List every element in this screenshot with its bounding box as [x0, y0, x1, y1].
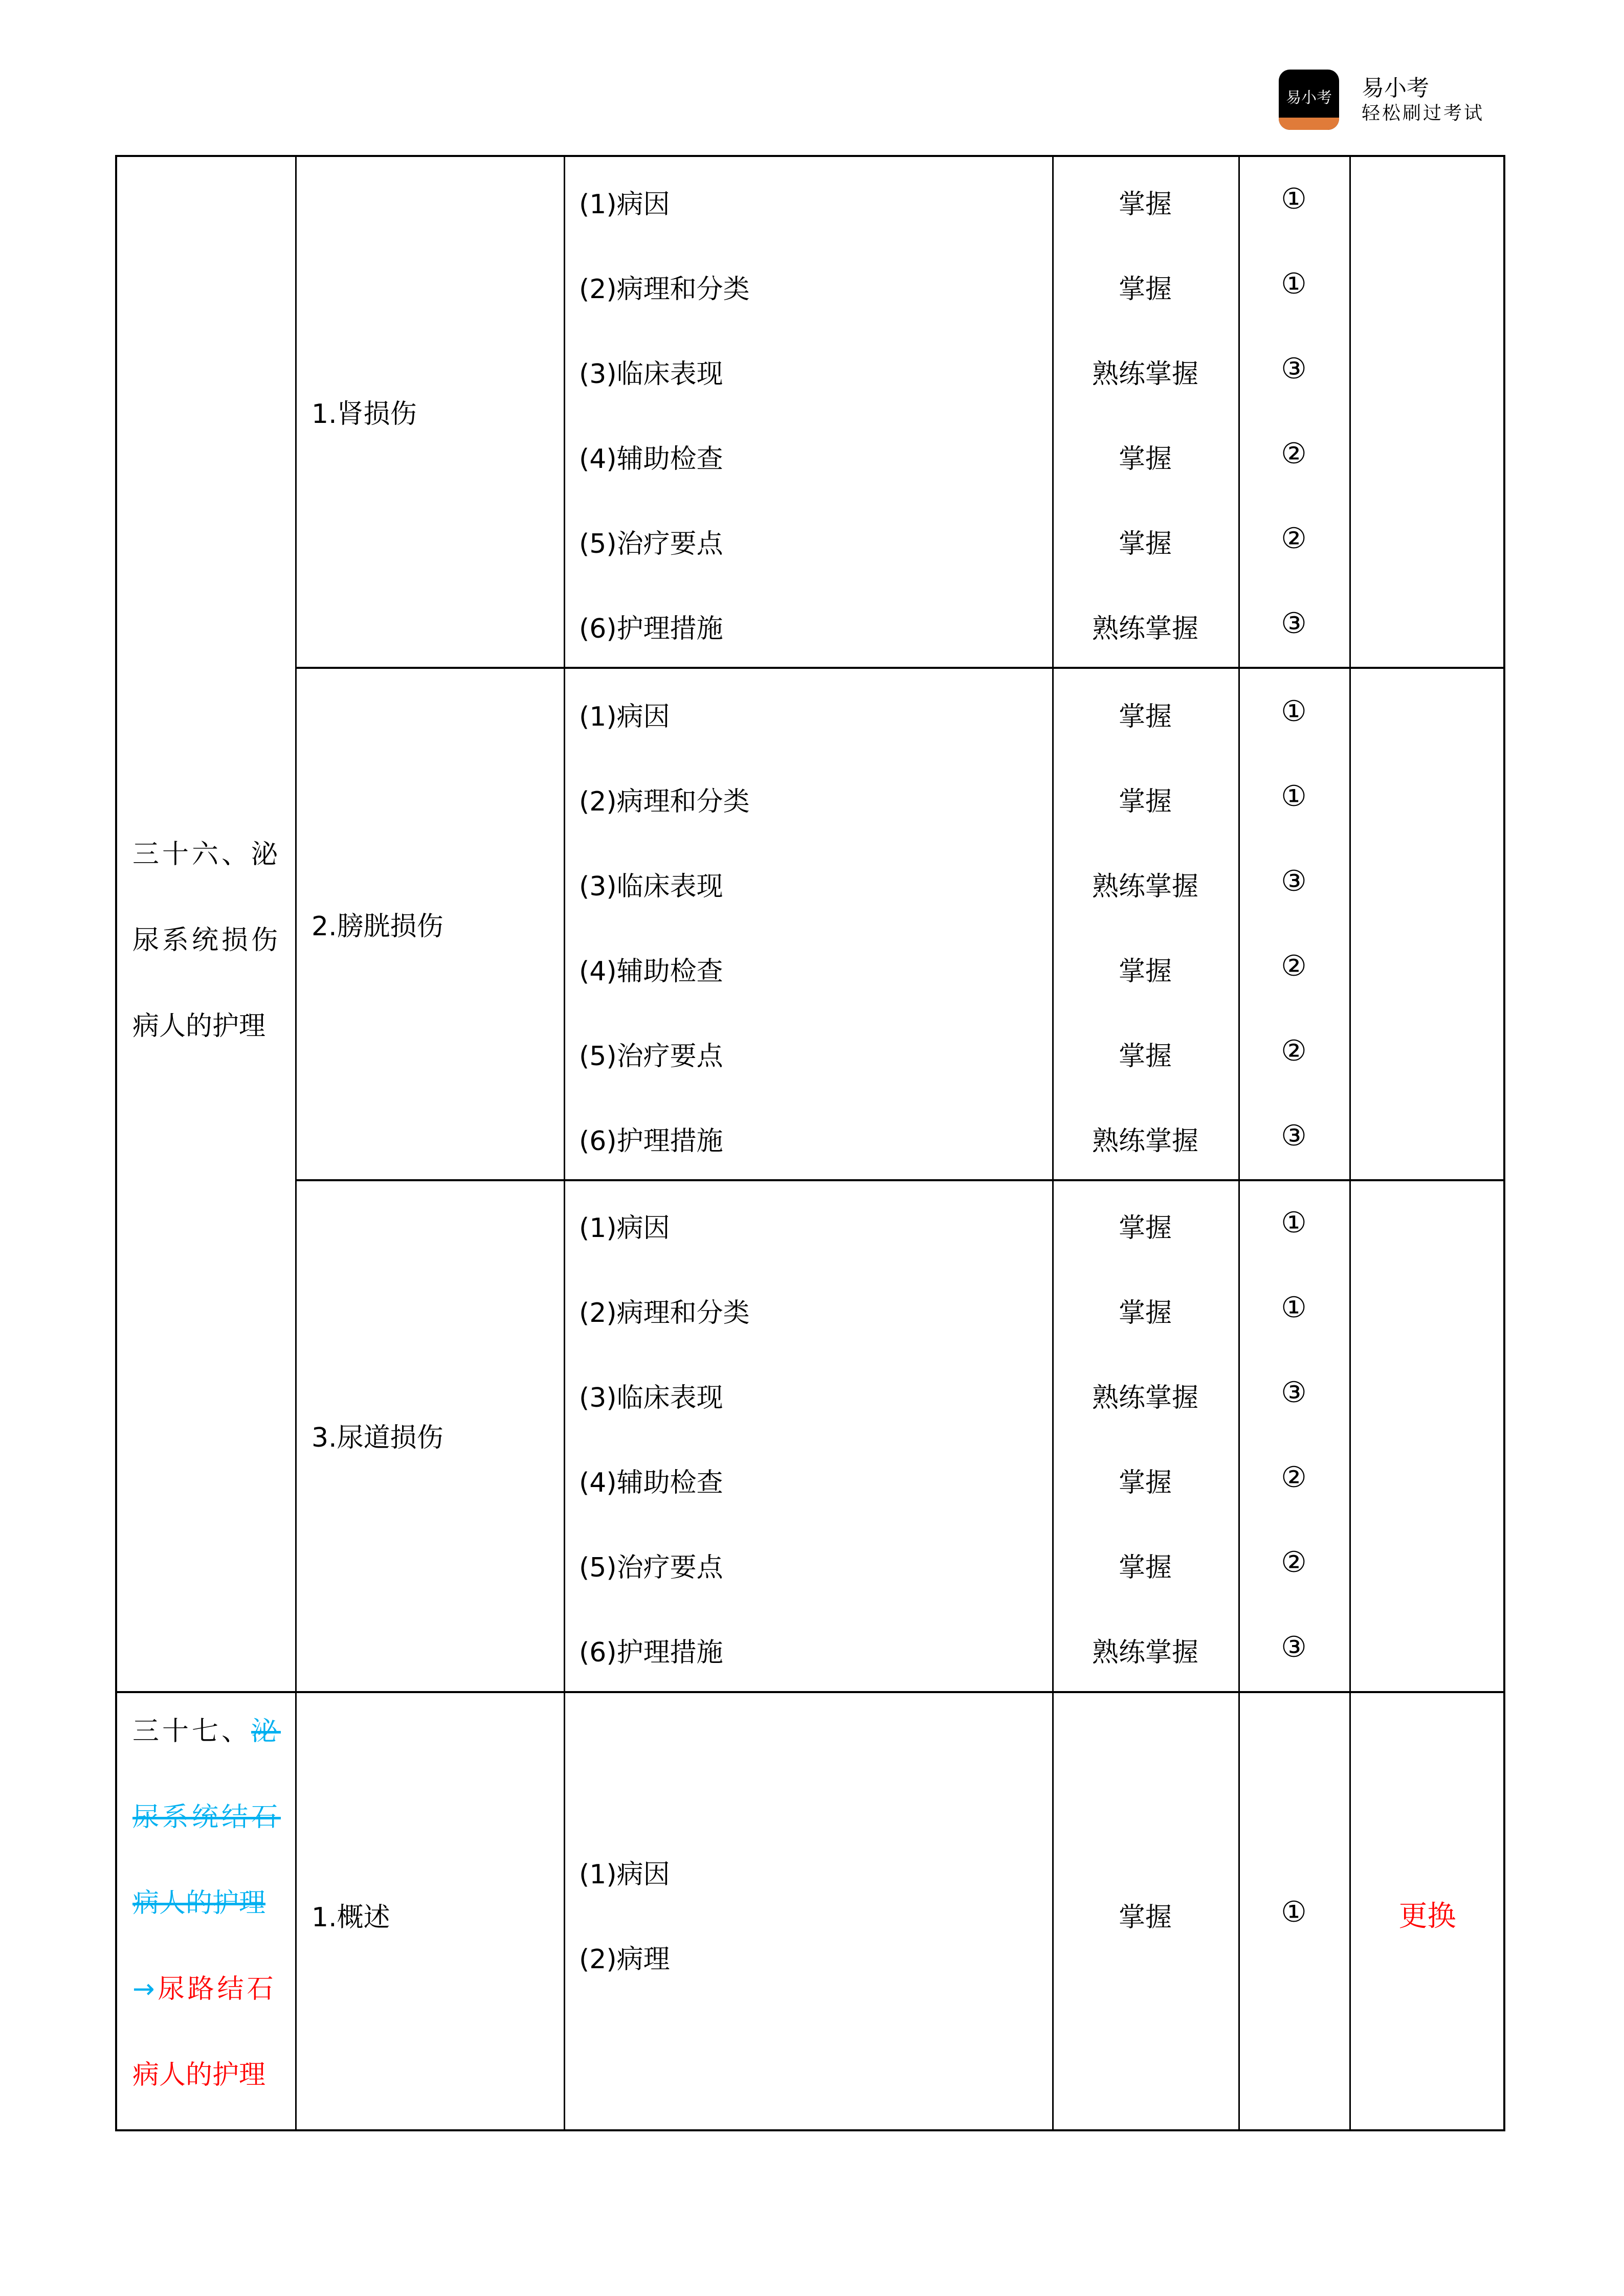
brand-name: 易小考	[1362, 75, 1429, 101]
topic-item: (2)病理	[579, 1944, 670, 1975]
group-title: 3.尿道损伤	[312, 1423, 443, 1453]
level-requirement: 熟练掌握	[1092, 614, 1198, 644]
level-requirement: 掌握	[1118, 702, 1172, 732]
frequency-rating: ②	[1281, 950, 1307, 983]
new-title-text: 病人的护理	[132, 2060, 266, 2090]
section-number: 三十七、	[132, 1716, 252, 1747]
topic-item: (5)治疗要点	[579, 1041, 723, 1072]
level-requirement: 掌握	[1118, 1902, 1172, 1933]
change-note: 更换	[1398, 1900, 1456, 1933]
section-title-line	[132, 1946, 286, 2032]
group-title: 1.肾损伤	[312, 399, 417, 430]
section-title-line	[132, 1689, 286, 1774]
column-divider	[564, 157, 565, 2129]
brand-text	[1362, 75, 1484, 124]
section-36-title	[117, 157, 295, 1691]
deleted-title-text: 尿系统结石	[132, 1802, 281, 1833]
frequency-rating: ②	[1281, 522, 1307, 555]
frequency-rating: ①	[1281, 1896, 1307, 1929]
level-requirement: 熟练掌握	[1092, 1637, 1198, 1668]
frequency-rating: ③	[1281, 607, 1307, 640]
frequency-rating: ①	[1281, 1206, 1307, 1240]
level-requirement: 掌握	[1118, 444, 1172, 475]
frequency-rating: ②	[1281, 1546, 1307, 1579]
level-requirement: 掌握	[1118, 1213, 1172, 1244]
arrow-icon: →	[132, 1974, 158, 2005]
frequency-rating: ③	[1281, 1631, 1307, 1664]
level-requirement: 掌握	[1118, 529, 1172, 559]
row-divider	[295, 667, 1503, 669]
topic-item: (4)辅助检查	[579, 1468, 723, 1498]
logo-text: 易小考	[1286, 89, 1332, 107]
level-requirement: 掌握	[1118, 274, 1172, 305]
level-requirement: 熟练掌握	[1092, 359, 1198, 390]
app-logo-icon	[1279, 70, 1339, 130]
level-requirement: 掌握	[1118, 1041, 1172, 1072]
topic-item: (1)病因	[579, 189, 670, 220]
level-requirement: 熟练掌握	[1092, 1126, 1198, 1157]
level-requirement: 熟练掌握	[1092, 871, 1198, 902]
frequency-rating: ②	[1281, 1034, 1307, 1068]
deleted-title-text: 病人的护理	[132, 1888, 266, 1919]
brand-slogan: 轻松刷过考试	[1362, 102, 1485, 124]
group-title: 1.概述	[312, 1902, 390, 1933]
topic-item: (2)病理和分类	[579, 1298, 750, 1329]
frequency-rating: ①	[1281, 695, 1307, 728]
topic-item: (3)临床表现	[579, 871, 723, 902]
topic-item: (3)临床表现	[579, 359, 723, 390]
frequency-rating: ①	[1281, 780, 1307, 813]
deleted-title-text: 泌	[251, 1716, 281, 1747]
section-title-line: 病人的护理	[132, 1011, 266, 1042]
level-requirement: 掌握	[1118, 189, 1172, 220]
topic-item: (6)护理措施	[579, 614, 723, 644]
frequency-rating: ①	[1281, 183, 1307, 216]
topic-item: (2)病理和分类	[579, 274, 750, 305]
frequency-rating: ③	[1281, 352, 1307, 386]
frequency-rating: ③	[1281, 1119, 1307, 1153]
topic-item: (4)辅助检查	[579, 956, 723, 987]
syllabus-table	[115, 155, 1505, 2131]
frequency-rating: ②	[1281, 437, 1307, 470]
column-divider	[1349, 157, 1351, 2129]
new-title-text: 尿路结石	[158, 1974, 277, 2005]
level-requirement: 掌握	[1118, 956, 1172, 987]
topic-item: (5)治疗要点	[579, 1552, 723, 1583]
section-37-title	[117, 1691, 295, 2133]
topic-item: (6)护理措施	[579, 1126, 723, 1157]
topic-item: (3)临床表现	[579, 1383, 723, 1413]
topic-item: (4)辅助检查	[579, 444, 723, 475]
level-requirement: 掌握	[1118, 1468, 1172, 1498]
logo-accent-bar	[1279, 118, 1339, 130]
topic-item: (2)病理和分类	[579, 786, 750, 817]
frequency-rating: ③	[1281, 865, 1307, 898]
group-title: 2.膀胱损伤	[312, 911, 443, 942]
column-divider	[295, 157, 297, 2129]
section-title-line: 三十六、泌	[132, 839, 281, 870]
frequency-rating: ③	[1281, 1376, 1307, 1409]
topic-item: (1)病因	[579, 1213, 670, 1244]
section-divider	[117, 1691, 1503, 1693]
brand-header	[1279, 69, 1484, 130]
topic-item: (5)治疗要点	[579, 529, 723, 559]
level-requirement: 掌握	[1118, 1298, 1172, 1329]
section-title-line: 尿系统损伤	[132, 925, 281, 956]
level-requirement: 掌握	[1118, 1552, 1172, 1583]
level-requirement: 掌握	[1118, 786, 1172, 817]
frequency-rating: ①	[1281, 267, 1307, 301]
row-divider	[295, 1179, 1503, 1181]
frequency-rating: ①	[1281, 1291, 1307, 1324]
topic-item: (6)护理措施	[579, 1637, 723, 1668]
topic-item: (1)病因	[579, 702, 670, 732]
frequency-rating: ②	[1281, 1461, 1307, 1494]
topic-item: (1)病因	[579, 1859, 670, 1890]
level-requirement: 熟练掌握	[1092, 1383, 1198, 1413]
